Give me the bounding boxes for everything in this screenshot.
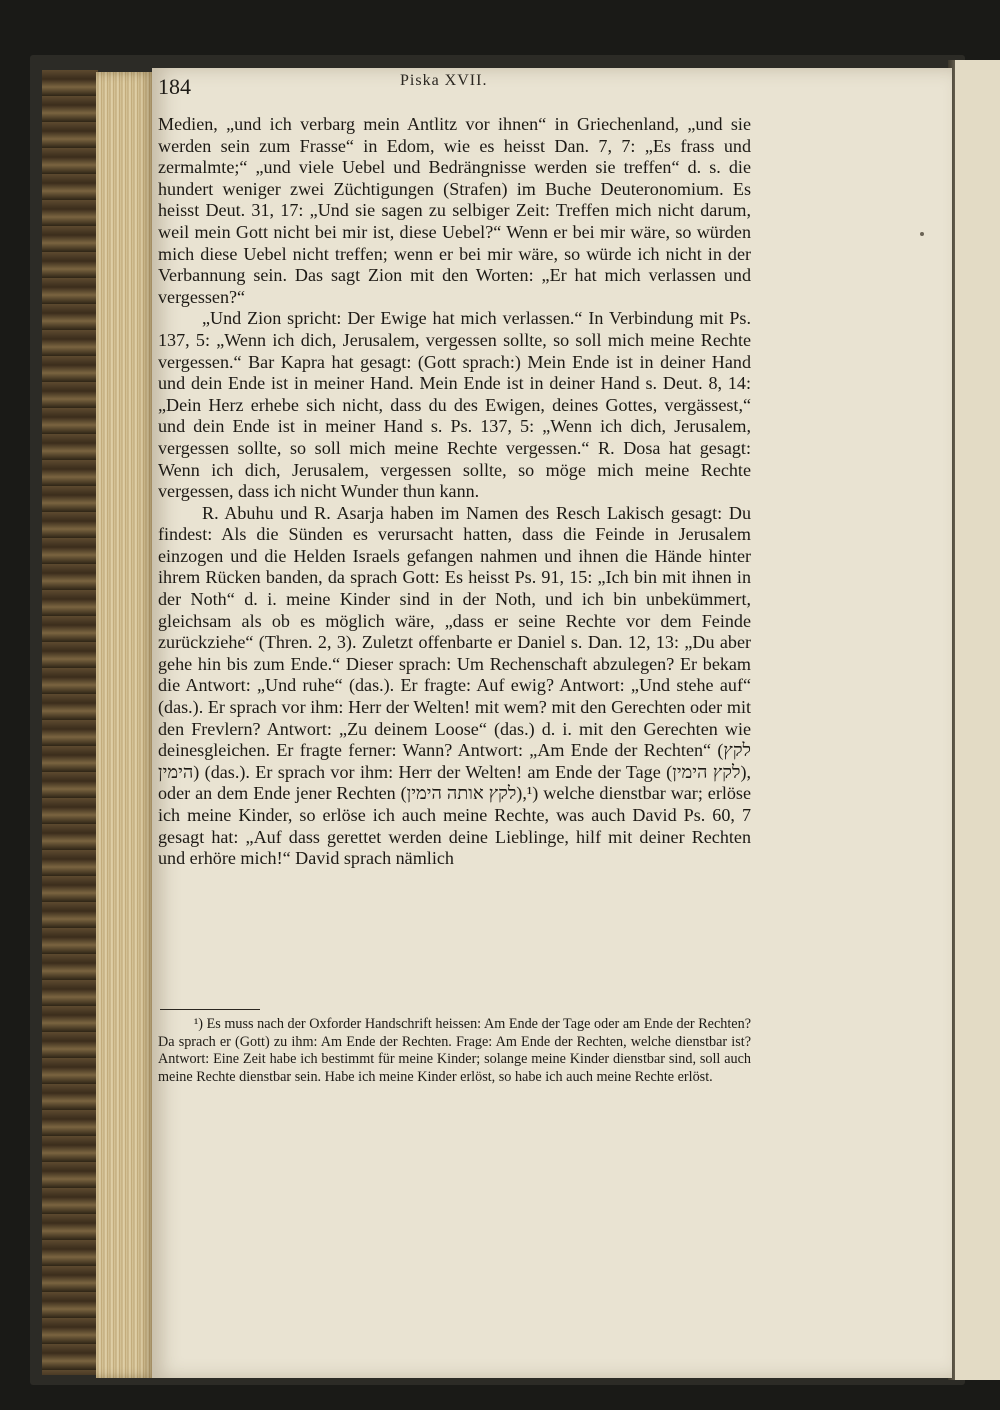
page-number: 184 [158, 74, 191, 99]
footnote-text: ¹) Es muss nach der Oxforder Handschrift heissen: Am Ende der Tage oder am Ende der Rechten? Da sprach er (Gott) zu ihm: Am Ende der Rechten. Frage: Am Ende der Rechten, welche dienstbar ist? Antwort: Eine Zeit habe ich bestimmt für meine Kinder; solange meine Kinder dienstbar sind, soll auch meine Rechte dienstbar sein. Habe ich meine Kinder erlöst, so habe ich auch meine Rechte erlöst. [158, 1016, 751, 1085]
paragraph-2: „Und Zion spricht: Der Ewige hat mich verlassen.“ In Verbindung mit Ps. 137, 5: „Wenn ich dich, Jerusalem, vergessen sollte, so soll mich meine Rechte vergessen.“ Bar Kapra hat gesagt: (Gott sprach:) Mein Ende ist in deiner Hand und dein Ende ist in meiner Hand. Mein Ende ist in deiner Hand s. Deut. 8, 14: „Dein Herz erhebe sich nicht, dass du des Ewigen, deines Gottes, vergässest,“ und dein Ende ist in meiner Hand s. Ps. 137, 5: „Wenn ich dich, Jerusalem, vergessen sollte, so soll mich meine Rechte vergessen.“ R. Dosa hat gesagt: Wenn ich dich, Jerusalem, vergessen sollte, so möge mich meine Rechte vergessen, dass ich nicht Wunder thun kann. [158, 308, 751, 502]
main-text [158, 114, 751, 870]
paragraph-1: Medien, „und ich verbarg mein Antlitz vor ihnen“ in Griechenland, „und sie werden sein zum Frasse“ in Edom, wie es heisst Dan. 7, 7: „Es frass und zermalmte;“ „und viele Uebel und Bedrängnisse werden sie treffen“ d. s. die hundert weniger zwei Züchtigungen (Strafen) im Buche Deuteronomium. Es heisst Deut. 31, 17: „Und sie sagen zu selbiger Zeit: Treffen mich nicht darum, weil mein Gott nicht bei mir ist, diese Uebel?“ Wenn er bei mir wäre, so würden mich diese Uebel nicht treffen; wenn er bei mir wäre, so würde ich nicht in der Verbannung sein. Das sagt Zion mit den Worten: „Er hat mich verlassen und vergessen?“ [158, 114, 751, 307]
facing-page-edge [955, 60, 1000, 1380]
footnote [158, 1016, 751, 1086]
footnote-separator [160, 1009, 260, 1010]
page-edges [96, 72, 154, 1378]
book-spine [42, 70, 98, 1375]
paragraph-3: R. Abuhu und R. Asarja haben im Namen des Resch Lakisch gesagt: Du findest: Als die Sünden es verursacht hatten, dass die Feinde in Jerusalem einzogen und die Helden Israels gefangen nahmen und ihnen die Hände hinter ihrem Rücken banden, da sprach Gott: Es heisst Ps. 91, 15: „Ich bin mit ihnen in der Noth“ d. i. meine Kinder sind in der Noth, und ich bin unbekümmert, gleichsam als ob es möglich wäre, „dass er seine Rechte vor dem Feinde zurückziehe“ (Thren. 2, 3). Zuletzt offenbarte er Daniel s. Dan. 12, 13: „Du aber gehe hin bis zum Ende.“ Dieser sprach: Um Rechenschaft abzulegen? Er bekam die Antwort: „Und ruhe“ (das.). Er fragte: Auf ewig? Antwort: „Und stehe auf“ (das.). Er sprach vor ihm: Herr der Welten! mit wem? mit den Gerechten oder mit den Frevlern? Antwort: „Zu deinem Loose“ (das.) d. i. mit den Gerechten wie deinesgleichen. Er fragte ferner: Wann? Antwort: „Am Ende der Rechten“ (לקץ הימין) (das.). Er sprach vor ihm: Herr der Welten! am Ende der Tage (לקץ הימין), oder an dem Ende jener Rechten (לקץ אותה הימין),¹) welche dienstbar war; erlöse ich meine Kinder, so erlöse ich auch meine Rechte, was auch David Ps. 60, 7 gesagt hat: „Auf dass gerettet werden deine Lieblinge, hilf mit deiner Rechten und erhöre mich!“ David sprach nämlich [158, 502, 751, 869]
running-head: Piska XVII. [400, 72, 488, 89]
paper-speck [920, 232, 924, 236]
